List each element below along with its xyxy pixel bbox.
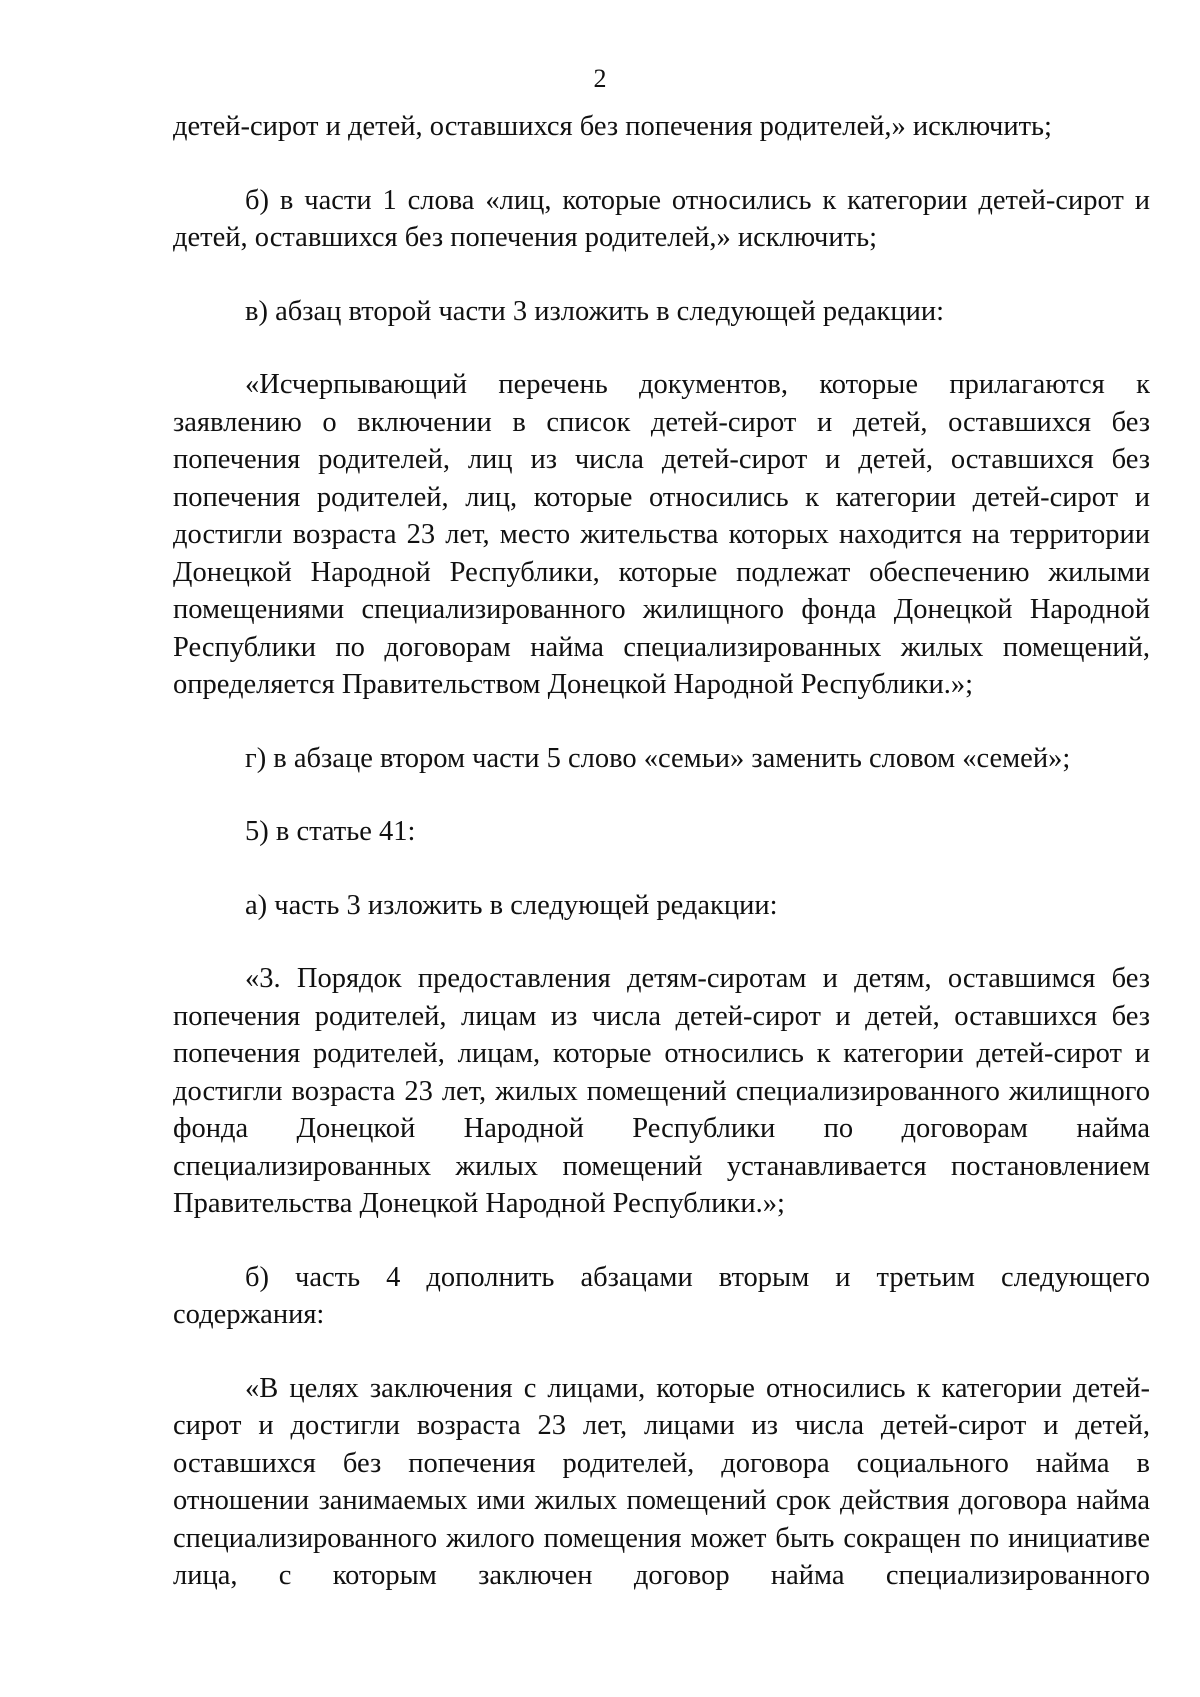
page-number: 2 — [593, 64, 607, 93]
paragraph-item-b-part-4: б) часть 4 дополнить абзацами вторым и третьим следующего содержания: — [173, 1261, 1150, 1330]
paragraph-item-g: г) в абзаце втором части 5 слово «семьи» заменить словом «семей»; — [245, 742, 1071, 774]
paragraph-quoted-part-4: «В целях заключения с лицами, которые относились к категории детей-сирот и достигли возраста 23 лет, лицами из числа детей-сирот и детей, оставшихся без попечения родителей, договора социального найма в отношении занимаемых ими жилых помещений срок действия договора найма специализированного жилого помещения может быть сокращен по инициативе лица, с которым заключен договор найма специализированного — [173, 1372, 1150, 1591]
document-body — [173, 108, 1150, 1595]
paragraph-quoted-part-3: «3. Порядок предоставления детям-сиротам и детям, оставшимся без попечения родителей, лицам из числа детей-сирот и детей, оставшихся без попечения родителей, лицам, которые относились к категории детей-сирот и достигли возраста 23 лет, жилых помещений специализированного жилищного фонда Донецкой Народной Республики по договорам найма специализированных жилых помещений устанавливается постановлением Правительства Донецкой Народной Республики.»; — [173, 963, 1150, 1219]
paragraph-item-a: а) часть 3 изложить в следующей редакции: — [245, 889, 778, 921]
paragraph-item-v: в) абзац второй части 3 изложить в следующей редакции: — [245, 295, 945, 327]
paragraph-quoted-documents-list: «Исчерпывающий перечень документов, которые прилагаются к заявлению о включении в список детей-сирот и детей, оставшихся без попечения родителей, лиц из числа детей-сирот и детей, оставшихся без попечения родителей, лиц, которые относились к категории детей-сирот и достигли возраста 23 лет, место жительства которых находится на территории Донецкой Народной Республики, которые подлежат обеспечению жилыми помещениями специализированного жилищного фонда Донецкой Народной Республики по договорам найма специализированных жилых помещений, определяется Правительством Донецкой Народной Республики.»; — [173, 369, 1150, 700]
paragraph-item-b: б) в части 1 слова «лиц, которые относились к категории детей-сирот и детей, оставшихся без попечения родителей,» исключить; — [173, 184, 1150, 253]
paragraph-article-41: 5) в статье 41: — [245, 816, 416, 847]
paragraph-continuation: детей-сирот и детей, оставшихся без попечения родителей,» исключить; — [173, 111, 1052, 142]
